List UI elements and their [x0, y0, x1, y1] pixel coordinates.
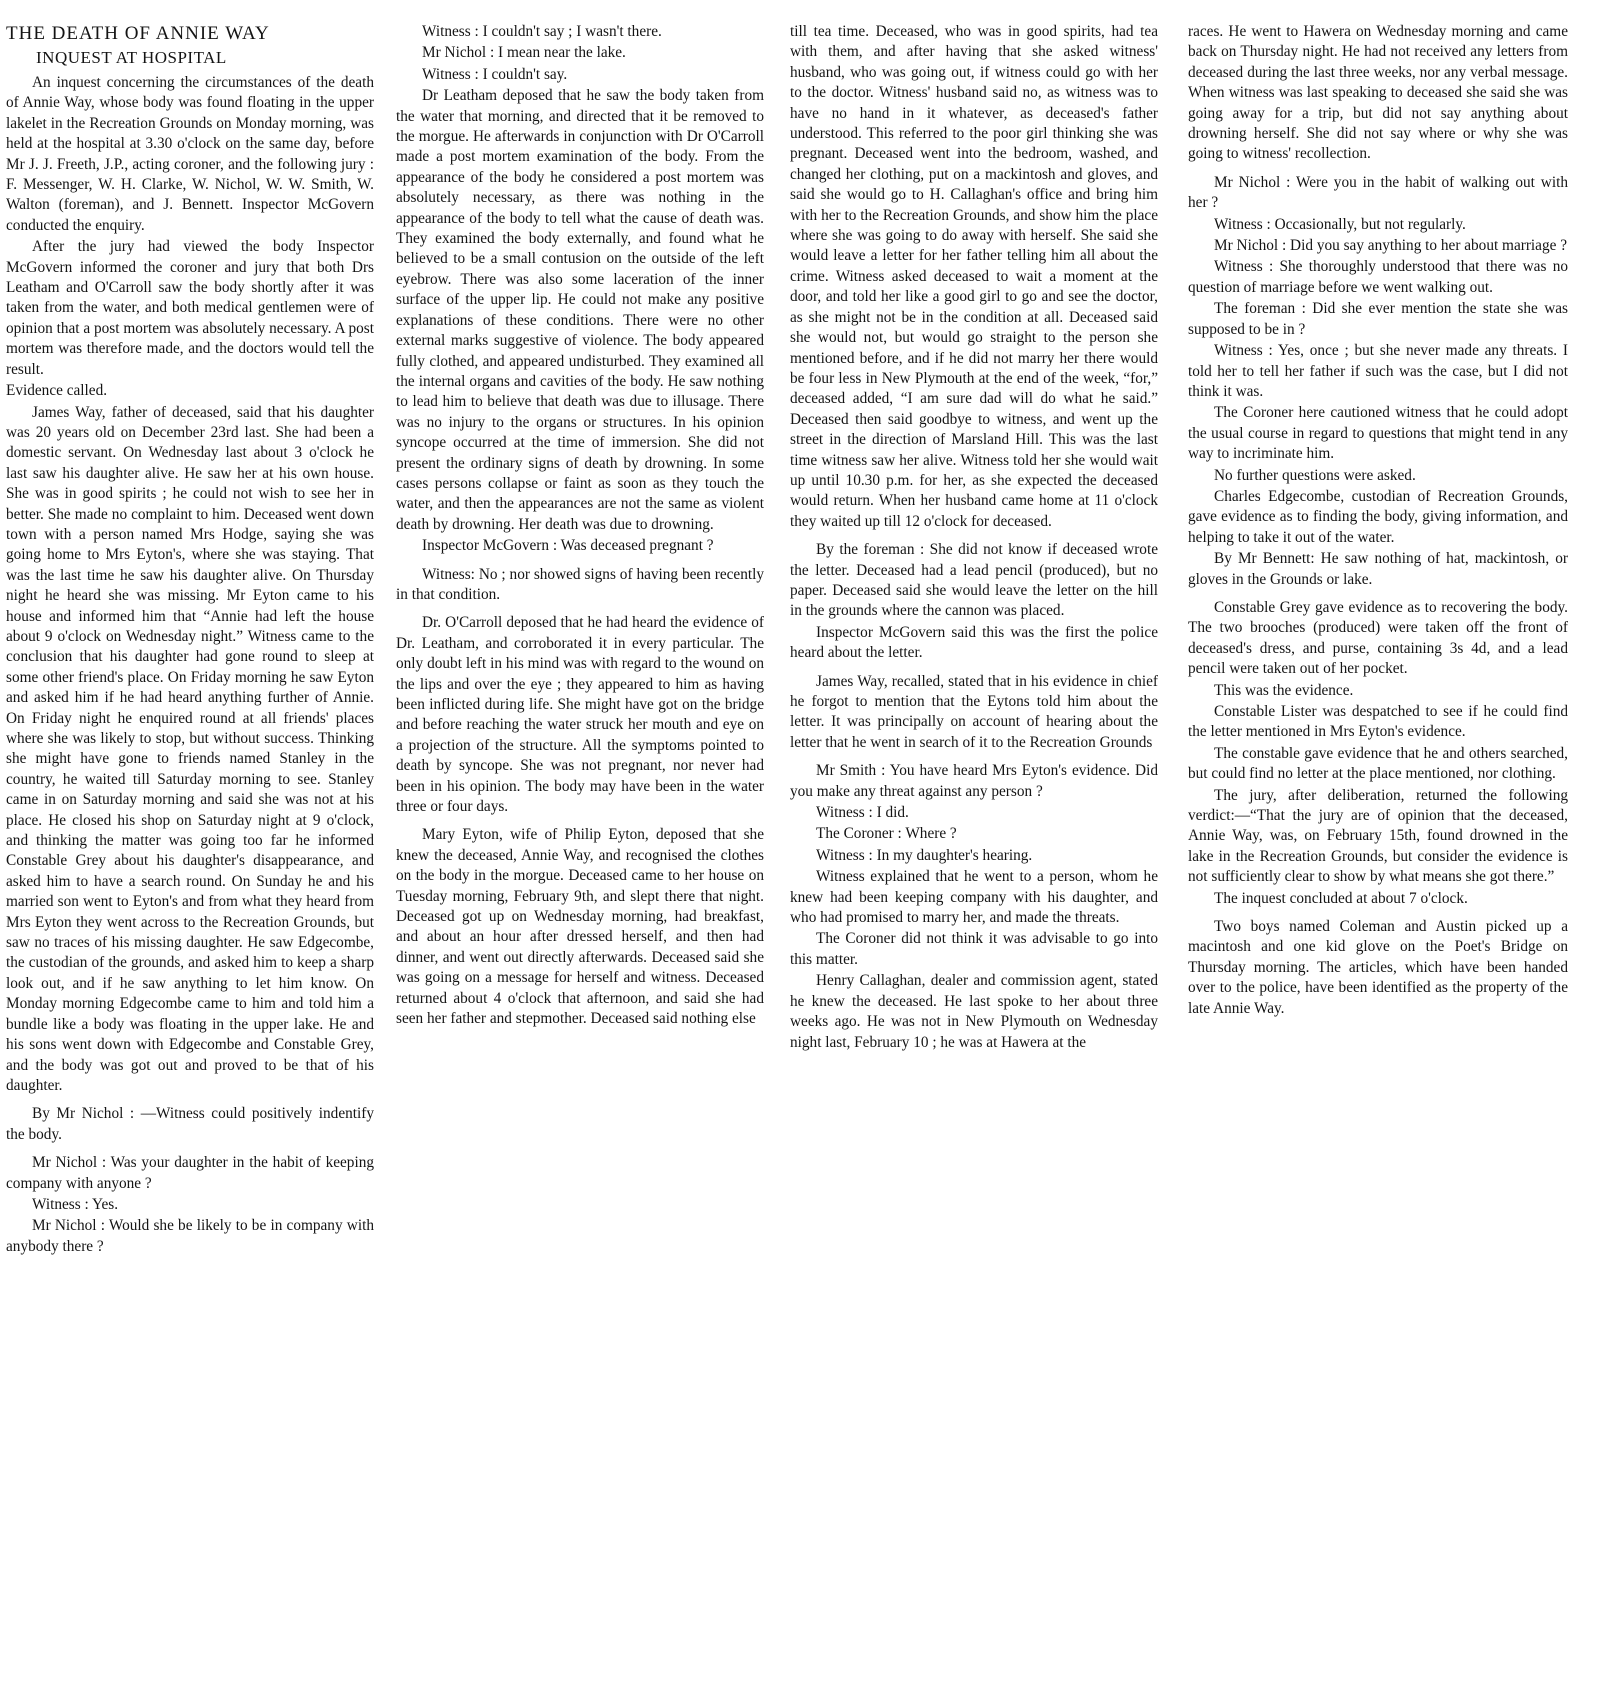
paragraph: By Mr Bennett: He saw nothing of hat, mackintosh, or gloves in the Grounds or lake. — [1188, 550, 1568, 588]
subheadline: INQUEST AT HOSPITAL — [36, 48, 227, 67]
paragraph: Witness : Yes, once ; but she never made any threats. I told her to tell her father if such was the case, but I did not think it was. — [1188, 342, 1568, 400]
paragraph: The constable gave evidence that he and others searched, but could find no letter at the place mentioned, nor clothing. — [1188, 744, 1568, 783]
paragraph: Mr Smith : You have heard Mrs Eyton's evidence. Did you make any threat against any person ? — [790, 762, 1158, 800]
paragraph: Mr Nichol : Was your daughter in the habit of keeping company with anyone ? — [6, 1154, 374, 1192]
paragraph: By the foreman : She did not know if deceased wrote the letter. Deceased had a lead pencil (produced), but no paper. Deceased said she would leave the letter on the hill in the grounds where the cannon was placed. — [790, 541, 1158, 620]
paragraph: Two boys named Coleman and Austin picked up a macintosh and one kid glove on the Poet's Bridge on Thursday morning. The articles, which have been handed over to the police, have been identified as the property of the late Annie Way. — [1188, 918, 1568, 1017]
paragraph: Witness : In my daughter's hearing. — [816, 846, 1033, 864]
paragraph: Mr Nichol : Did you say anything to her about marriage ? — [1214, 237, 1568, 255]
paragraph: Dr Leatham deposed that he saw the body taken from the water that morning, and directed that it be removed to the morgue. He afterwards in conjunction with Dr O'Carroll made a post mortem examination of the body. From the appearance of the body he considered a post mortem was absolutely necessary, as there was nothing in the appearance of the body to tell what the cause of death was. They examined the body externally, and found what he believed to be a small contusion on the outside of the left eyebrow. There was also some laceration of the inner surface of the upper lip. He could not make any positive explanations of these conditions. There were no other external marks suggestive of violence. The body appeared fully clothed, and appeared undisturbed. They examined all the internal organs and cavities of the body. He saw nothing to lead him to believe that death was due to illusage. There was no injury to the organs or structures. In his opinion syncope occurred at the time of immersion. She did not present the ordinary signs of death by drowning. In some cases persons collapse or faint as soon as they touch the water, and then the appearances are not the same as violent death by drowning. Her death was due to drowning. — [396, 87, 764, 533]
paragraph: Mr Nichol : Were you in the habit of walking out with her ? — [1188, 173, 1568, 212]
paragraph: The inquest concluded at about 7 o'clock. — [1214, 889, 1468, 907]
paragraph: Witness: No ; nor showed signs of having been recently in that condition. — [396, 565, 764, 603]
paragraph: After the jury had viewed the body Inspector McGovern informed the coroner and jury that both Drs Leatham and O'Carroll saw the body shortly after it was taken from the water, and both medical gentlemen were of opinion that a post mortem was absolutely necessary. A post mortem was therefore made, and the doctors would tell the result. — [6, 238, 374, 378]
paragraph: Evidence called. — [6, 382, 108, 400]
paragraph: Constable Lister was despatched to see if he could find the letter mentioned in Mrs Eyton's evidence. — [1188, 703, 1568, 741]
paragraph: Witness explained that he went to a person, whom he knew had been keeping company with his daughter, and who had promised to marry her, and made the threats. — [790, 868, 1158, 927]
paragraph: Charles Edgecombe, custodian of Recreation Grounds, gave evidence as to finding the body, giving information, and helping to take it out of the water. — [1188, 487, 1568, 546]
paragraph: Dr. O'Carroll deposed that he had heard the evidence of Dr. Leatham, and corroborated it in every particular. The only doubt left in his mind was with regard to the wound on the lips and over the eye ; they appeared to him as having been inflicted during life. She might have got on the bridge and before reaching the water struck her mouth and eye on a projection of the structure. All the symptoms pointed to death by syncope. She was not pregnant, nor never had been in his opinion. The body may have been in the water three or four days. — [396, 614, 764, 816]
column-2 — [396, 22, 764, 1031]
paragraph: races. He went to Hawera on Wednesday morning and came back on Thursday night. He had not received any letters from deceased during the last three weeks, nor any verbal message. When witness was last speaking to deceased she said she was going away for a trip, but did not say anything about drowning herself. She did not say where or why she was going to witness' recollection. — [1188, 23, 1568, 163]
paragraph: Constable Grey gave evidence as to recovering the body. The two brooches (produced) were taken off the front of deceased's dress, and purse, containing 3s 4d, and a lead pencil were taken out of her pocket. — [1188, 598, 1568, 678]
paragraph: The Coroner did not think it was advisable to go into this matter. — [790, 930, 1158, 968]
paragraph: Inspector McGovern : Was deceased pregnant ? — [422, 537, 714, 555]
paragraph: Witness : Yes. — [32, 1195, 119, 1213]
column-3 — [790, 22, 1158, 1054]
paragraph: James Way, father of deceased, said that his daughter was 20 years old on December 23rd last. She had been a domestic servant. On Wednesday last about 3 o'clock he last saw his daughter alive. He saw her at his own house. She was in good spirits ; he could not wish to see her in better. She made no complaint to him. Deceased went down town with a person named Mrs Hodge, saying she was going home to Mrs Eyton's, where she was staying. That was the last time he saw his daughter alive. On Thursday night he heard she was missing. Mr Eyton came to his house and informed him that “Annie had left the house about 9 o'clock on Wednesday night.” Witness came to the conclusion that his daughter had gone round to sleep at some other friend's place. On Friday morning he saw Eyton and asked him if he had heard anything further of Annie. On Friday night he enquired round at all friends' places where she was likely to stop, but without success. Thinking she might have gone to friends named Stanley in the country, he waited till Saturday morning to see. Stanley came in on Saturday morning and said she was not at his place. He closed his shop on Saturday night at 9 o'clock, and thinking the matter was going too far he informed Constable Grey about his daughter's disappearance, and asked him to have a search round. On Sunday he and his married son went to Eyton's and from what they heard from Mrs Eyton they went across to the Recreation Grounds, but saw no traces of his missing daughter. He saw Edgecombe, the custodian of the grounds, and asked him to keep a sharp look out, and if he saw anything to let him know. On Monday morning Edgecombe came to him and told him a bundle like a body was floating in the upper lake. He and his sons went down with Edgecombe and Constable Grey, and the body was got out and proved to be that of his daughter. — [6, 403, 374, 1094]
paragraph: Henry Callaghan, dealer and commission agent, stated he knew the deceased. He last spoke to her about three weeks ago. He was not in New Plymouth on Wednesday night last, February 10 ; he was at Hawera at the — [790, 972, 1158, 1051]
column-1 — [6, 22, 374, 1258]
paragraph: Witness : I couldn't say ; I wasn't there. — [422, 23, 662, 40]
paragraph: Mr Nichol : Would she be likely to be in company with anybody there ? — [6, 1217, 374, 1255]
paragraph: Inspector McGovern said this was the first the police heard about the letter. — [790, 623, 1158, 662]
paragraph: No further questions were asked. — [1214, 466, 1416, 484]
column-4 — [1188, 22, 1568, 1020]
paragraph: An inquest concerning the circumstances of the death of Annie Way, whose body was found floating in the upper lakelet in the Recreation Grounds on Monday morning, was held at the hospital at 3.30 o'clock on the same day, before Mr J. J. Freeth, J.P., acting coroner, and the following jury : F. Messenger, W. H. Clarke, W. Nichol, W. W. Smith, W. Walton (foreman), and J. Bennett. Inspector McGovern conducted the enquiry. — [6, 74, 374, 234]
headline: THE DEATH OF ANNIE WAY — [6, 23, 270, 44]
paragraph: Mary Eyton, wife of Philip Eyton, deposed that she knew the deceased, Annie Way, and recognised the clothes on the body in the morgue. Deceased came to her house on Tuesday morning, February 9th, and slept there that night. Deceased got up on Wednesday morning, had breakfast, and about an hour after dressed herself, and then had dinner, and went out directly afterwards. Deceased said she was going on a message for herself and witness. Deceased returned about 4 o'clock that afternoon, and said she had seen her father and stepmother. Deceased said nothing else — [396, 826, 764, 1028]
paragraph: The foreman : Did she ever mention the state she was supposed to be in ? — [1188, 300, 1568, 338]
paragraph: Witness : I did. — [816, 804, 909, 822]
paragraph: This was the evidence. — [1214, 681, 1354, 699]
paragraph: Witness : Occasionally, but not regularly. — [1214, 215, 1466, 233]
paragraph: The Coroner here cautioned witness that he could adopt the usual course in regard to questions that might tend in any way to incriminate him. — [1188, 404, 1568, 463]
paragraph: till tea time. Deceased, who was in good spirits, had tea with them, and after having that she asked witness' husband, who was going out, if witness could go with her to the doctor. Witness' husband said no, as witness was to have no hand in it whatever, as deceased's father understood. This referred to the poor girl thinking she was pregnant. Deceased went into the bedroom, washed, and changed her clothing, put on a mackintosh and gloves, and said she would go to H. Callaghan's office and bring him with her to the Recreation Grounds, and show him the place where she was going to do away with herself. She said she would leave a letter for her father telling him all about the crime. Witness asked deceased to wait a moment at the door, and told her like a good girl to go and see the doctor, as she might not be in the condition at all. Deceased said she would not, but would go straight to the person she mentioned before, and if he did not marry her there would be four less in New Plymouth at the end of the week, “for,” deceased added, “I am sure dad will do what he said.” Deceased then said goodbye to witness, and went up the street in the direction of Marsland Hill. This was the last time witness saw her alive. Witness told her she would wait up until 10.30 p.m. for her, as she expected the deceased would return. When her husband came home at 11 o'clock they waited up till 12 o'clock for deceased. — [790, 23, 1158, 530]
paragraph: By Mr Nichol : —Witness could positively indentify the body. — [6, 1105, 374, 1143]
paragraph: The Coroner : Where ? — [816, 825, 957, 843]
paragraph: The jury, after deliberation, returned the following verdict:—“That the jury are of opinion that the deceased, Annie Way, was, on February 15th, found drowned in the lake in the Recreation Grounds, but consider the evidence is not sufficiently clear to show by what means she got there.” — [1188, 786, 1568, 886]
paragraph: James Way, recalled, stated that in his evidence in chief he forgot to mention that the Eytons told him about the letter. It was principally on account of hearing about the letter that he went in search of it to the Recreation Grounds — [790, 672, 1158, 751]
paragraph: Witness : She thoroughly understood that there was no question of marriage before we went walking out. — [1188, 258, 1568, 296]
paragraph: Witness : I couldn't say. — [422, 65, 568, 83]
paragraph: Mr Nichol : I mean near the lake. — [422, 44, 626, 62]
